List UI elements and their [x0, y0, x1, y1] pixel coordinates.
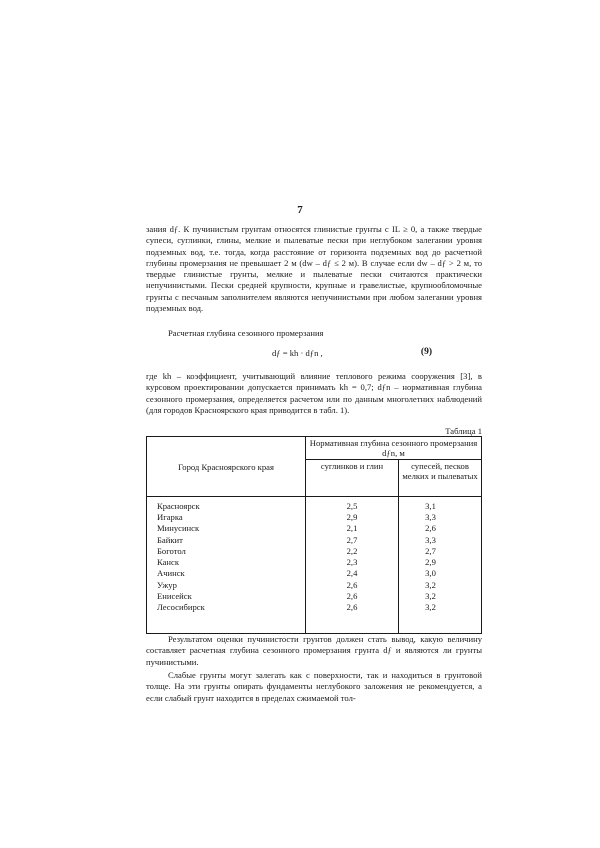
paragraph-frost-heave: зания dƒ. К пучинистым грунтам относятся глинистые грунты с IL ≥ 0, а также твердые супеси, суглинки, глины, мелкие и пылеватые пески при неглубоком залегании уровня подземных вод, т.е. тогда, когда расстояние от горизонта подземных вод до расчетной глубины промерзания не превышает 2 м (dw – dƒ ≤ 2 м). В случае если dw – dƒ > 2 м, то твердые глинистые грунты, мелкие и пылеватые пески считаются практически непучинистыми. Пески средней крупности, крупные и гравелистые, крупнообломочные грунты с песчаным заполнителем являются непучинистыми при любом залегании уровня подземных вод.: [146, 224, 482, 314]
city-cell: Минусинск: [147, 523, 306, 534]
table-row: [147, 556, 482, 567]
city-cell: Ужур: [147, 579, 306, 590]
table-row: [147, 534, 482, 545]
loam-depth-cell: 2,3: [306, 556, 399, 567]
paragraph-design-depth-intro: Расчетная глубина сезонного промерзания: [168, 328, 324, 338]
sand-depth-cell: 3,2: [399, 590, 482, 601]
sand-depth-cell: 3,2: [399, 602, 482, 634]
loam-depth-cell: 2,6: [306, 579, 399, 590]
city-cell: Енисейск: [147, 590, 306, 601]
table-row: [147, 511, 482, 522]
table-row: [147, 602, 482, 634]
table-row: [147, 579, 482, 590]
city-cell: Красноярск: [147, 497, 306, 512]
city-cell: Лесосибирск: [147, 602, 306, 634]
formula-number: (9): [420, 347, 432, 357]
city-cell: Ачинск: [147, 568, 306, 579]
city-cell: Канск: [147, 556, 306, 567]
loam-depth-cell: 2,4: [306, 568, 399, 579]
loam-depth-cell: 2,6: [306, 590, 399, 601]
column-header-loam-clay: суглинков и глин: [306, 460, 399, 497]
city-cell: Боготол: [147, 545, 306, 556]
sand-depth-cell: 2,7: [399, 545, 482, 556]
loam-depth-cell: 2,9: [306, 511, 399, 522]
sand-depth-cell: 3,0: [399, 568, 482, 579]
formula-9: [146, 348, 482, 360]
column-header-normative-depth: Нормативная глубина сезонного промерзания dƒn, м: [306, 437, 482, 460]
sand-depth-cell: 3,3: [399, 534, 482, 545]
table-row: [147, 523, 482, 534]
page-number: 7: [297, 204, 303, 216]
table-row: [147, 590, 482, 601]
loam-depth-cell: 2,7: [306, 534, 399, 545]
formula-expression: dƒ = kh · dƒn ,: [272, 348, 323, 358]
frost-depth-table: [146, 436, 482, 634]
table-row: [147, 497, 482, 512]
loam-depth-cell: 2,2: [306, 545, 399, 556]
sand-depth-cell: 3,2: [399, 579, 482, 590]
column-header-city: Город Красноярского края: [147, 437, 306, 497]
paragraph-weak-soils: Слабые грунты могут залегать как с поверхности, так и находиться в грунтовой толще. На эти грунты опирать фундаменты неглубокого заложения не рекомендуется, а если слабый грунт находится в пределах сжимаемой тол-: [146, 670, 482, 703]
paragraph-coefficient-definition: где kh – коэффициент, учитывающий влияние теплового режима сооружения [3], в курсовом проектировании допускается принимать kh = 0,7; dƒn – нормативная глубина сезонного промерзания, определяется расчетом или по данным многолетних наблюдений (для городов Красноярского края приводится в табл. 1).: [146, 371, 482, 415]
table-caption: Таблица 1: [445, 426, 482, 436]
paragraph-conclusion: Результатом оценки пучинистости грунтов должен стать вывод, какую величину составляет расчетная глубина сезонного промерзания грунта dƒ и являются ли грунты пучинистыми.: [146, 634, 482, 667]
sand-depth-cell: 2,6: [399, 523, 482, 534]
sand-depth-cell: 2,9: [399, 556, 482, 567]
city-cell: Байкит: [147, 534, 306, 545]
loam-depth-cell: 2,5: [306, 497, 399, 512]
table-row: [147, 568, 482, 579]
loam-depth-cell: 2,6: [306, 602, 399, 634]
sand-depth-cell: 3,1: [399, 497, 482, 512]
loam-depth-cell: 2,1: [306, 523, 399, 534]
sand-depth-cell: 3,3: [399, 511, 482, 522]
table-row: [147, 545, 482, 556]
column-header-sandy: супесей, песков мелких и пылеватых: [399, 460, 482, 497]
city-cell: Игарка: [147, 511, 306, 522]
